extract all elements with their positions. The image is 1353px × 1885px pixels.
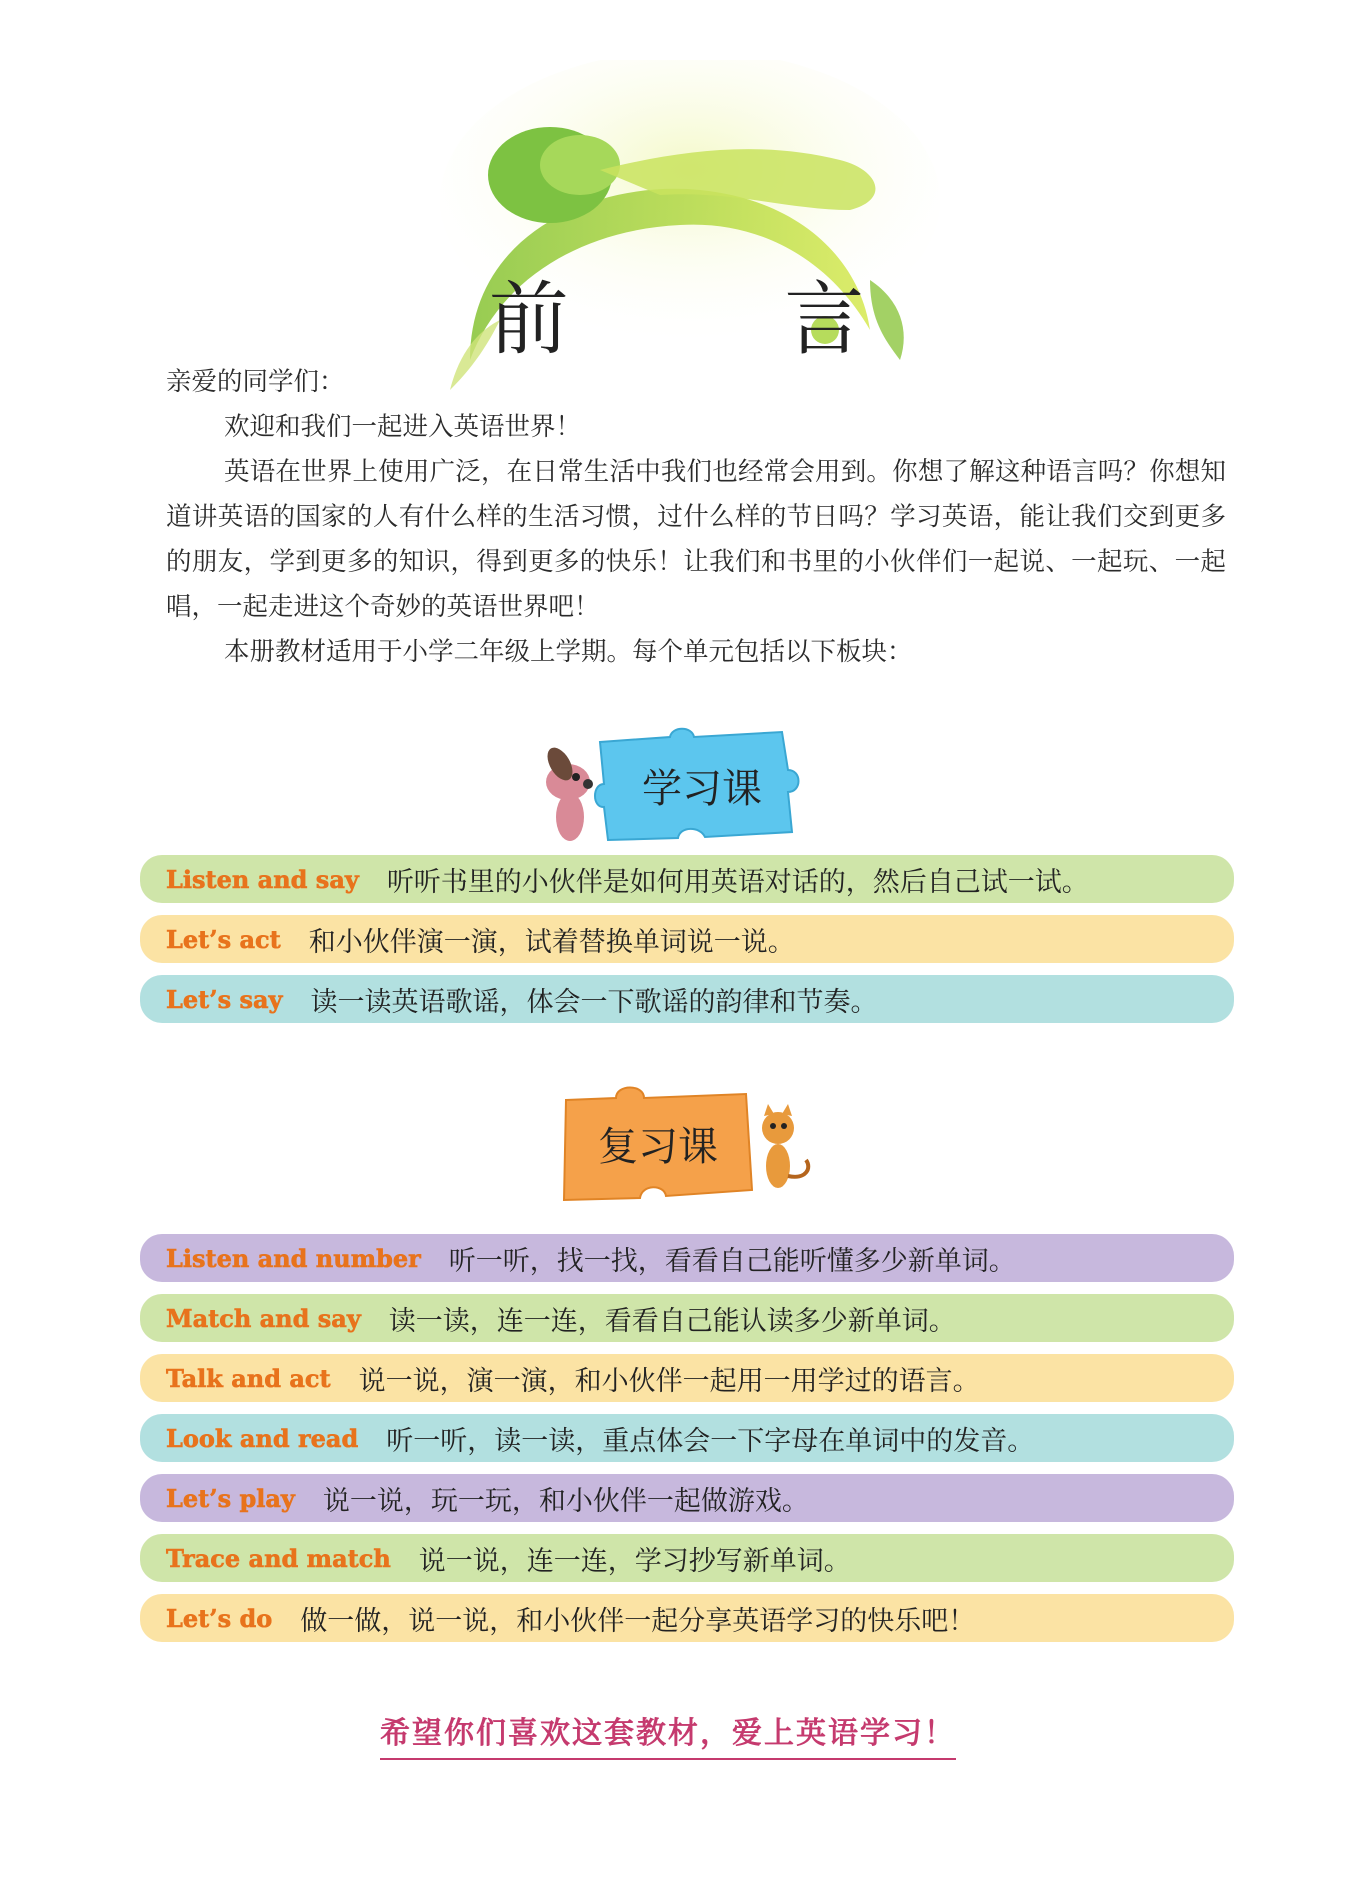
review-section-badge (556, 1080, 826, 1210)
intro-paragraph-3: 本册教材适用于小学二年级上学期。每个单元包括以下板块： (224, 637, 913, 667)
learning-section-badge (530, 722, 810, 852)
intro-paragraph-1: 欢迎和我们一起进入英语世界！ (224, 412, 582, 442)
row-description: 说一说，玩一玩，和小伙伴一起做游戏。 (322, 1485, 809, 1517)
intro-text (166, 360, 1226, 675)
review-section-label: 复习课 (598, 1124, 718, 1170)
row-description: 读一读，连一连，看看自己能认读多少新单词。 (388, 1305, 956, 1337)
row-title: Let’s play (166, 1483, 295, 1513)
intro-paragraph-2: 英语在世界上使用广泛，在日常生活中我们也经常会用到。你想了解这种语言吗？你想知道讲英语的国家的人有什么样的生活习惯，过什么样的节日吗？学习英语，能让我们交到更多的朋友，学到更多的知识，得到更多的快乐！让我们和书里的小伙伴们一起说、一起玩、一起唱，一起走进这个奇妙的英语世界吧！ (166, 457, 1226, 622)
row-title: Look and read (166, 1423, 359, 1453)
row-title: Match and say (166, 1303, 361, 1333)
closing-message: 希望你们喜欢这套教材，爱上英语学习！ (380, 1708, 956, 1760)
review-row (140, 1354, 1234, 1402)
learning-row (140, 855, 1234, 903)
cat-character (762, 1104, 808, 1188)
row-description: 听一听，找一找，看看自己能听懂多少新单词。 (448, 1245, 1016, 1277)
dog-character (542, 743, 593, 841)
row-description: 说一说，连一连，学习抄写新单词。 (418, 1545, 851, 1577)
row-description: 做一做，说一说，和小伙伴一起分享英语学习的快乐吧！ (300, 1605, 976, 1637)
review-row (140, 1294, 1234, 1342)
review-row (140, 1234, 1234, 1282)
row-title: Talk and act (166, 1363, 331, 1393)
row-description: 说一说，演一演，和小伙伴一起用一用学过的语言。 (358, 1365, 980, 1397)
row-title: Let’s say (166, 984, 283, 1014)
row-title: Let’s act (166, 924, 281, 954)
review-row (140, 1534, 1234, 1582)
row-title: Trace and match (166, 1543, 391, 1573)
learning-row (140, 975, 1234, 1023)
learning-row (140, 915, 1234, 963)
row-title: Listen and number (166, 1243, 421, 1273)
row-description: 听听书里的小伙伴是如何用英语对话的，然后自己试一试。 (386, 866, 1089, 898)
row-description: 听一听，读一读，重点体会一下字母在单词中的发音。 (386, 1425, 1035, 1457)
review-row (140, 1474, 1234, 1522)
page-title: 前 言 (488, 273, 960, 366)
greeting: 亲爱的同学们： (166, 367, 345, 397)
learning-section-label: 学习课 (642, 766, 762, 812)
row-description: 读一读英语歌谣，体会一下歌谣的韵律和节奏。 (310, 986, 878, 1018)
review-row (140, 1414, 1234, 1462)
review-row (140, 1594, 1234, 1642)
row-title: Let’s do (166, 1603, 273, 1633)
row-title: Listen and say (166, 864, 359, 894)
row-description: 和小伙伴演一演，试着替换单词说一说。 (308, 926, 795, 958)
